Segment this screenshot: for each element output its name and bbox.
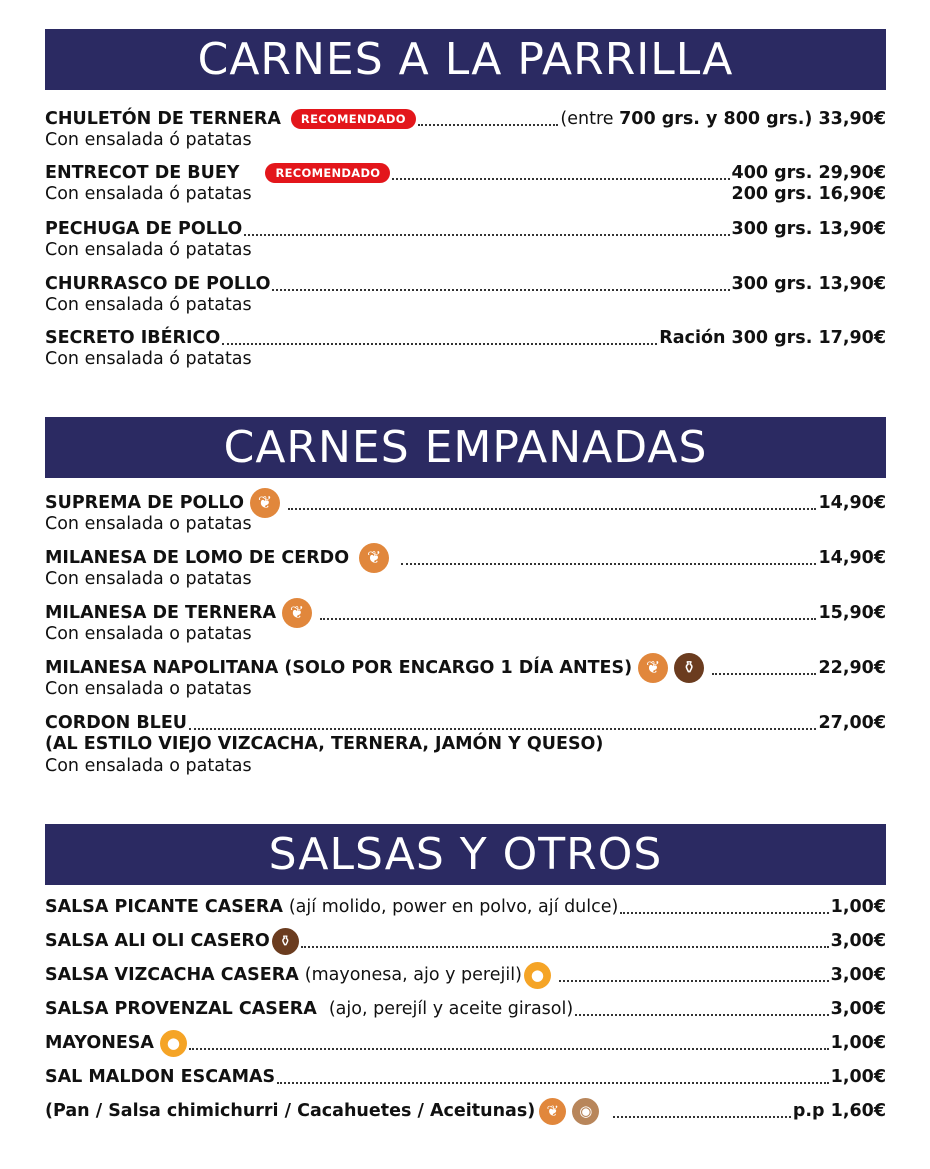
item-description: Con ensalada o patatas <box>45 679 252 699</box>
item-description: Con ensalada ó patatas <box>45 349 252 369</box>
item-description: Con ensalada o patatas <box>45 569 252 589</box>
item-description: Con ensalada o patatas <box>45 624 252 644</box>
gluten-icon: ❦ <box>638 653 668 683</box>
dot-leader <box>613 1116 791 1118</box>
egg-icon: ● <box>524 962 551 989</box>
item-price: 15,90€ <box>818 603 886 623</box>
dot-leader <box>401 563 816 565</box>
price-prefix: (entre <box>560 109 620 129</box>
item-description: Con ensalada ó patatas <box>45 240 252 260</box>
dot-leader <box>418 124 559 126</box>
price-value: 700 grs. y 800 grs.) 33,90€ <box>619 109 886 129</box>
item-description: Con ensalada ó patatas <box>45 130 252 150</box>
dot-leader <box>288 508 817 510</box>
dot-leader <box>189 728 816 730</box>
menu-item <box>45 712 886 777</box>
item-name: SALSA VIZCACHA CASERA <box>45 965 299 985</box>
dot-leader <box>189 1048 829 1050</box>
item-name: SALSA PICANTE CASERA <box>45 897 283 917</box>
item-subtitle: (AL ESTILO VIEJO VIZCACHA, TERNERA, JAMÓN Y QUESO) <box>45 734 604 754</box>
dot-leader <box>620 912 828 914</box>
item-name: CHULETÓN DE TERNERA <box>45 109 281 129</box>
item-name: SALSA ALI OLI CASERO <box>45 931 270 951</box>
item-name: (Pan / Salsa chimichurri / Cacahuetes / Aceitunas) <box>45 1101 536 1121</box>
nuts-icon: ◉ <box>572 1098 599 1125</box>
item-name: CORDON BLEU <box>45 713 187 733</box>
item-price: 3,00€ <box>830 965 886 985</box>
item-price: Ración 300 grs. 17,90€ <box>659 328 886 348</box>
gluten-icon: ❦ <box>250 488 280 518</box>
item-price: p.p 1,60€ <box>792 1101 886 1121</box>
menu-item <box>45 602 886 645</box>
item-name: MAYONESA <box>45 1033 154 1053</box>
item-price: 300 grs. 13,90€ <box>731 219 886 239</box>
menu-item <box>45 547 886 590</box>
menu-item <box>45 108 886 151</box>
item-name: CHURRASCO DE POLLO <box>45 274 271 294</box>
menu-item <box>45 492 886 535</box>
item-name: SAL MALDON ESCAMAS <box>45 1067 276 1087</box>
dot-leader <box>222 343 657 345</box>
item-price: 1,00€ <box>830 897 886 917</box>
dot-leader <box>559 980 829 982</box>
section-title-carnes-parrilla: CARNES A LA PARRILLA <box>45 29 886 90</box>
dot-leader <box>392 178 729 180</box>
item-description: Con ensalada o patatas <box>45 756 252 776</box>
item-description: (ajo, perejíl y aceite girasol) <box>328 999 574 1019</box>
item-description: Con ensalada ó patatas <box>45 184 252 204</box>
dot-leader <box>712 673 816 675</box>
item-name: MILANESA NAPOLITANA (SOLO POR ENCARGO 1 DÍA ANTES) <box>45 658 633 678</box>
menu-item <box>45 964 886 986</box>
menu-item <box>45 896 886 918</box>
item-price: 3,00€ <box>830 999 886 1019</box>
gluten-icon: ❦ <box>282 598 312 628</box>
item-name: PECHUGA DE POLLO <box>45 219 243 239</box>
menu-item <box>45 998 886 1020</box>
item-price <box>560 109 886 129</box>
item-description: Con ensalada ó patatas <box>45 295 252 315</box>
menu-item <box>45 930 886 952</box>
dot-leader <box>244 234 729 236</box>
menu-item <box>45 1100 886 1122</box>
item-name: ENTRECOT DE BUEY <box>45 163 240 183</box>
section-title-salsas-otros: SALSAS Y OTROS <box>45 824 886 885</box>
item-description: (mayonesa, ajo y perejil) <box>304 965 522 985</box>
item-price: 400 grs. 29,90€ <box>731 163 886 183</box>
menu-item <box>45 1066 886 1088</box>
menu-item <box>45 273 886 316</box>
item-price: 14,90€ <box>818 493 886 513</box>
item-price-secondary: 200 grs. 16,90€ <box>731 184 886 204</box>
dot-leader <box>272 289 729 291</box>
menu-item <box>45 1032 886 1054</box>
item-name: MILANESA DE TERNERA <box>45 603 277 623</box>
recommended-badge: RECOMENDADO <box>265 163 390 183</box>
dairy-icon: ⚱ <box>674 653 704 683</box>
menu-item <box>45 657 886 700</box>
item-price: 22,90€ <box>818 658 886 678</box>
item-price: 1,00€ <box>830 1067 886 1087</box>
menu-item <box>45 162 886 204</box>
item-price: 1,00€ <box>830 1033 886 1053</box>
item-price: 27,00€ <box>818 713 886 733</box>
dairy-icon: ⚱ <box>272 928 299 955</box>
egg-icon: ● <box>160 1030 187 1057</box>
item-name: SECRETO IBÉRICO <box>45 328 221 348</box>
menu-item <box>45 218 886 261</box>
recommended-badge: RECOMENDADO <box>291 109 416 129</box>
item-price: 14,90€ <box>818 548 886 568</box>
gluten-icon: ❦ <box>539 1098 566 1125</box>
item-description: Con ensalada o patatas <box>45 514 252 534</box>
item-description: (ají molido, power en polvo, ají dulce) <box>288 897 619 917</box>
item-price: 300 grs. 13,90€ <box>731 274 886 294</box>
item-name: SUPREMA DE POLLO <box>45 493 244 513</box>
dot-leader <box>301 946 829 948</box>
gluten-icon: ❦ <box>359 543 389 573</box>
item-name: MILANESA DE LOMO DE CERDO <box>45 548 350 568</box>
dot-leader <box>320 618 816 620</box>
menu-item <box>45 327 886 370</box>
item-price: 3,00€ <box>830 931 886 951</box>
dot-leader <box>277 1082 828 1084</box>
item-name: SALSA PROVENZAL CASERA <box>45 999 317 1019</box>
section-title-carnes-empanadas: CARNES EMPANADAS <box>45 417 886 478</box>
dot-leader <box>575 1014 828 1016</box>
